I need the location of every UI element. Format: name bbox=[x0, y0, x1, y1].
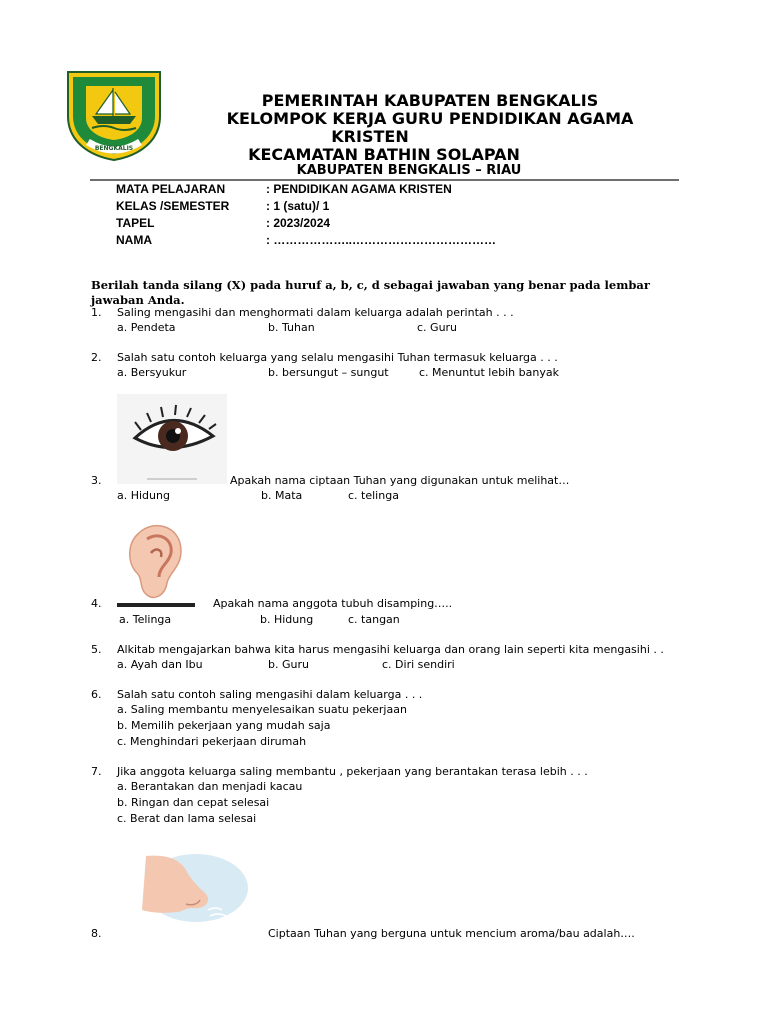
nose-image bbox=[138, 852, 250, 924]
question-3-option-a: a. Hidung bbox=[117, 489, 170, 502]
question-4-option-c: c. tangan bbox=[348, 613, 400, 626]
question-1-number: 1. bbox=[91, 306, 102, 319]
question-4-text: Apakah nama anggota tubuh disamping….. bbox=[213, 597, 453, 610]
header-line-2: KELOMPOK KERJA GURU PENDIDIKAN AGAMA bbox=[226, 109, 634, 128]
question-6-number: 6. bbox=[91, 688, 102, 701]
question-4-option-b: b. Hidung bbox=[260, 613, 314, 626]
info-value-name: : ………………..……………………………… bbox=[266, 233, 496, 247]
regency-logo bbox=[66, 70, 162, 162]
question-6-option-a: a. Saling membantu menyelesaikan suatu pekerjaan bbox=[117, 703, 407, 716]
question-3-option-b: b. Mata bbox=[261, 489, 303, 502]
header-divider bbox=[90, 179, 679, 181]
question-7-option-c: c. Berat dan lama selesai bbox=[117, 812, 257, 825]
question-6-option-b: b. Memilih pekerjaan yang mudah saja bbox=[117, 719, 331, 732]
question-2-number: 2. bbox=[91, 351, 102, 364]
question-7-number: 7. bbox=[91, 765, 102, 778]
info-value-subject: : PENDIDIKAN AGAMA KRISTEN bbox=[266, 182, 452, 196]
question-2-text: Salah satu contoh keluarga yang selalu mengasihi Tuhan termasuk keluarga . . . bbox=[117, 351, 558, 364]
question-2-option-b: b. bersungut – sungut bbox=[268, 366, 389, 379]
question-1-text: Saling mengasihi dan menghormati dalam keluarga adalah perintah . . . bbox=[117, 306, 514, 319]
header-line-5: KABUPATEN BENGKALIS – RIAU bbox=[296, 163, 522, 178]
header-line-3: KRISTEN bbox=[331, 127, 409, 146]
question-7-text: Jika anggota keluarga saling membantu , pekerjaan yang berantakan terasa lebih . . . bbox=[117, 765, 588, 778]
question-1-option-b: b. Tuhan bbox=[268, 321, 315, 334]
question-5-number: 5. bbox=[91, 643, 102, 656]
question-6-text: Salah satu contoh saling mengasihi dalam keluarga . . . bbox=[117, 688, 423, 701]
question-5-option-b: b. Guru bbox=[268, 658, 309, 671]
info-label-year: TAPEL bbox=[116, 216, 155, 230]
question-5-text: Alkitab mengajarkan bahwa kita harus mengasihi keluarga dan orang lain seperti kita mengasihi . . bbox=[117, 643, 664, 656]
info-label-class: KELAS /SEMESTER bbox=[116, 199, 230, 213]
question-4-option-a: a. Telinga bbox=[119, 613, 172, 626]
question-3-number: 3. bbox=[91, 474, 102, 487]
question-8-text: Ciptaan Tuhan yang berguna untuk mencium aroma/bau adalah…. bbox=[268, 927, 635, 940]
question-5-option-c: c. Diri sendiri bbox=[382, 658, 455, 671]
eye-image bbox=[117, 394, 227, 484]
question-2-option-c: c. Menuntut lebih banyak bbox=[419, 366, 559, 379]
question-4-number: 4. bbox=[91, 597, 102, 610]
question-6-option-c: c. Menghindari pekerjaan dirumah bbox=[117, 735, 307, 748]
info-label-name: NAMA bbox=[116, 233, 152, 247]
question-3-text: Apakah nama ciptaan Tuhan yang digunakan untuk melihat… bbox=[230, 474, 570, 487]
ear-image bbox=[117, 519, 195, 609]
question-5-option-a: a. Ayah dan Ibu bbox=[117, 658, 203, 671]
header-line-1: PEMERINTAH KABUPATEN BENGKALIS bbox=[261, 91, 599, 110]
info-value-class: : 1 (satu)/ 1 bbox=[266, 199, 330, 213]
question-1-option-a: a. Pendeta bbox=[117, 321, 176, 334]
question-2-option-a: a. Bersyukur bbox=[117, 366, 187, 379]
question-1-option-c: c. Guru bbox=[417, 321, 458, 334]
info-value-year: : 2023/2024 bbox=[266, 216, 331, 230]
question-3-option-c: c. telinga bbox=[348, 489, 399, 502]
question-7-option-b: b. Ringan dan cepat selesai bbox=[117, 796, 270, 809]
info-label-subject: MATA PELAJARAN bbox=[116, 182, 226, 196]
instruction-text: Berilah tanda silang (X) pada huruf a, b, c, d sebagai jawaban yang benar pada lembar jawaban Anda. bbox=[91, 278, 650, 307]
question-7-option-a: a. Berantakan dan menjadi kacau bbox=[117, 780, 303, 793]
question-8-number: 8. bbox=[91, 927, 102, 940]
header-line-4: KECAMATAN BATHIN SOLAPAN bbox=[248, 145, 520, 164]
logo-text: BENGKALIS bbox=[94, 145, 134, 152]
